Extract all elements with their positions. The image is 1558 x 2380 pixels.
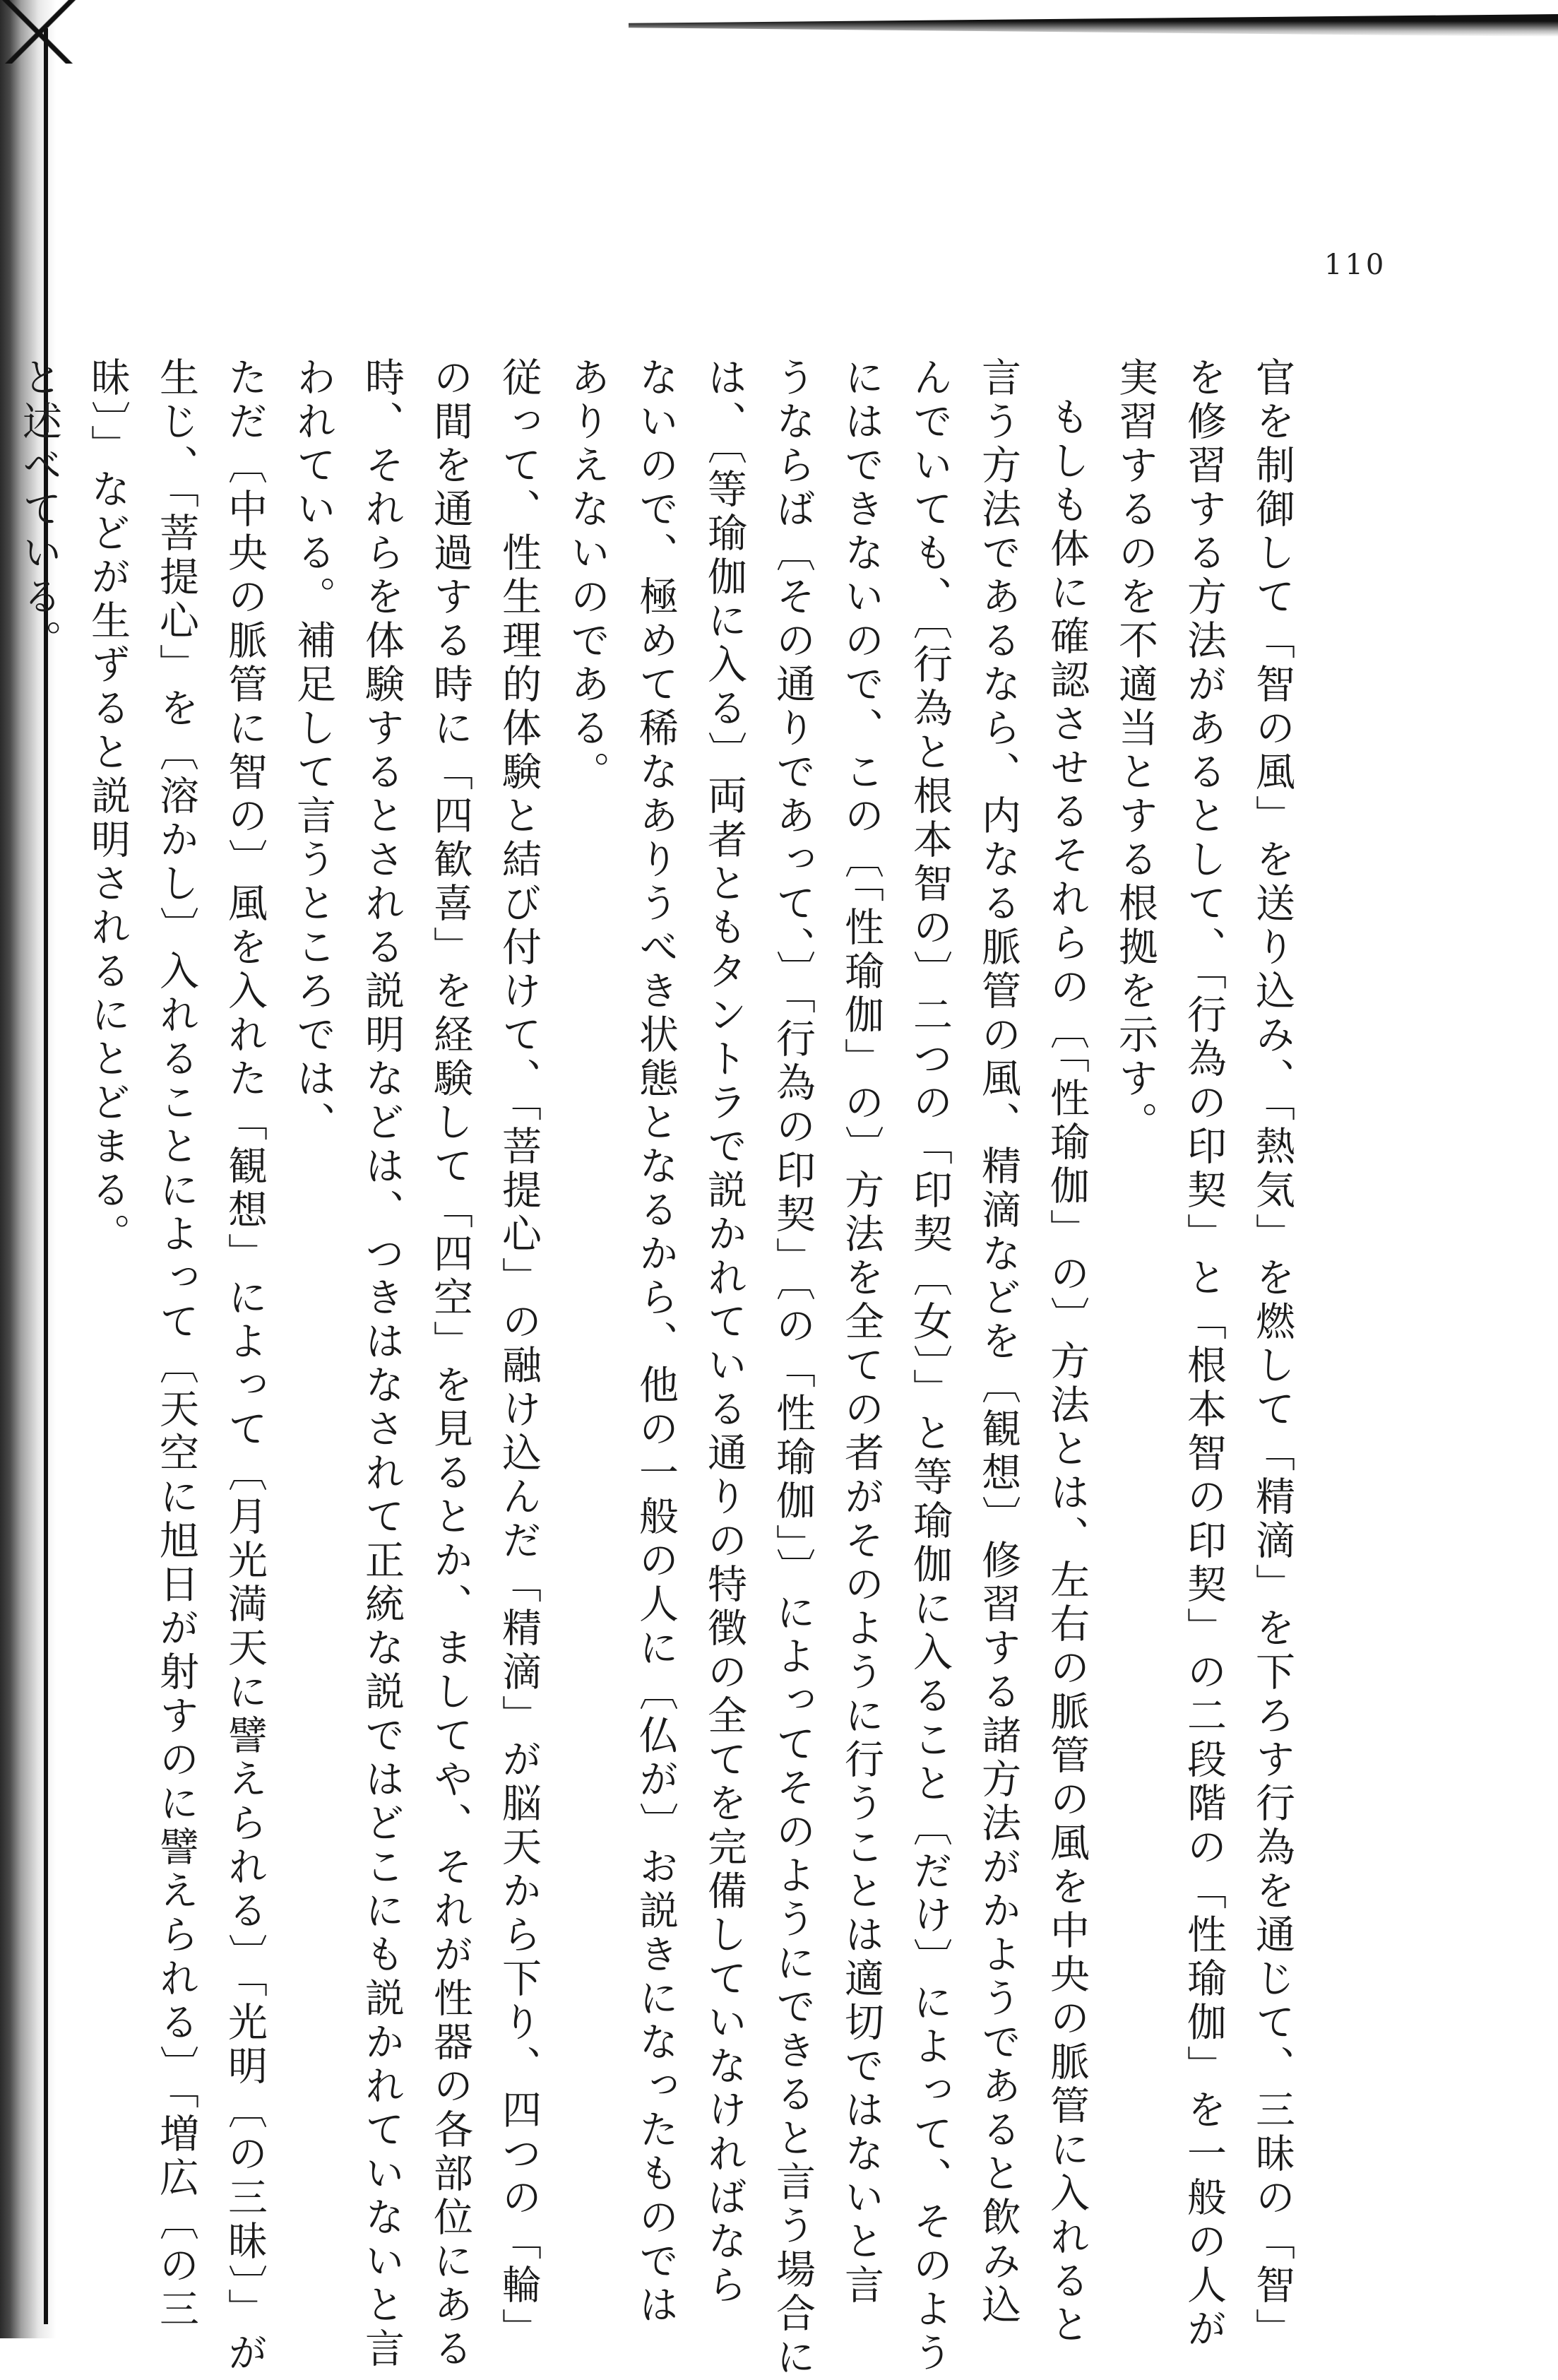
text-line: 生じ、「菩提心」を〔溶かし〕入れることによって〔天空に旭日が射すのに譬えられる〕「増広〔の三 — [153, 357, 199, 2332]
text-line: うならば〔その通りであって、〕「行為の印契」〔の「性瑜伽」〕によってそのようにできると言う場合に — [770, 357, 816, 2380]
text-line: もしも体に確認させるそれらの〔「性瑜伽」の〕方法とは、左右の脈管の風を中央の脈管に入れると — [1044, 396, 1090, 2348]
text-line: は、〔等瑜伽に入る〕両者ともタントラで説かれている通りの特徴の全てを完備していなければなら — [701, 357, 747, 2308]
scan-shadow-top — [629, 14, 1558, 37]
text-line: 言う方法であるなら、内なる脈管の風、精滴などを〔観想〕修習する諸方法がかようであると飲み込 — [975, 357, 1021, 2328]
text-line: ないので、極めて稀なありうべき状態となるから、他の一般の人に〔仏が〕お説きになったものでは — [633, 357, 679, 2328]
text-line: ただ〔中央の脈管に智の〕風を入れた「観想」によって〔月光満天に譬えられる〕「光明〔の三昧〕」が — [222, 357, 268, 2376]
text-line: を修習する方法があるとして、「行為の印契」と「根本智の印契」の二段階の「性瑜伽」を一般の人が — [1181, 357, 1227, 2352]
text-line: ありえないのである。 — [564, 357, 610, 795]
text-line: 従って、性生理的体験と結び付けて、「菩提心」の融け込んだ「精滴」が脳天から下り、四つの「輪」 — [496, 357, 542, 2352]
text-line: の間を通過する時に「四歓喜」を経験して「四空」を見るとか、ましてや、それが性器の各部位にある — [427, 357, 473, 2372]
text-line: んでいても、〔行為と根本智の〕二つの「印契〔女〕」と等瑜伽に入ること〔だけ〕によって、そのよう — [907, 357, 953, 2376]
text-line: 実習するのを不適当とする根拠を示す。 — [1112, 357, 1158, 1145]
text-line: 時、それらを体験するとされる説明などは、つきはなされて正統な説ではどこにも説かれていないと言 — [359, 357, 405, 2372]
scan-corner-mark — [0, 0, 78, 64]
text-line: 官を制御して「智の風」を送り込み、「熱気」を燃して「精滴」を下ろす行為を通じて、三昧の「智」 — [1249, 357, 1295, 2352]
text-line: にはできないので、この〔「性瑜伽」の〕方法を全ての者がそのように行うことは適切ではないと言 — [838, 357, 884, 2308]
page-number: 110 — [1324, 249, 1387, 281]
text-line: と述べている。 — [16, 357, 62, 663]
text-line: われている。補足して言うところでは、 — [290, 357, 336, 1145]
body-text — [16, 357, 1307, 2380]
text-line: 昧〕」などが生ずると説明されるにとどまる。 — [85, 357, 131, 1257]
